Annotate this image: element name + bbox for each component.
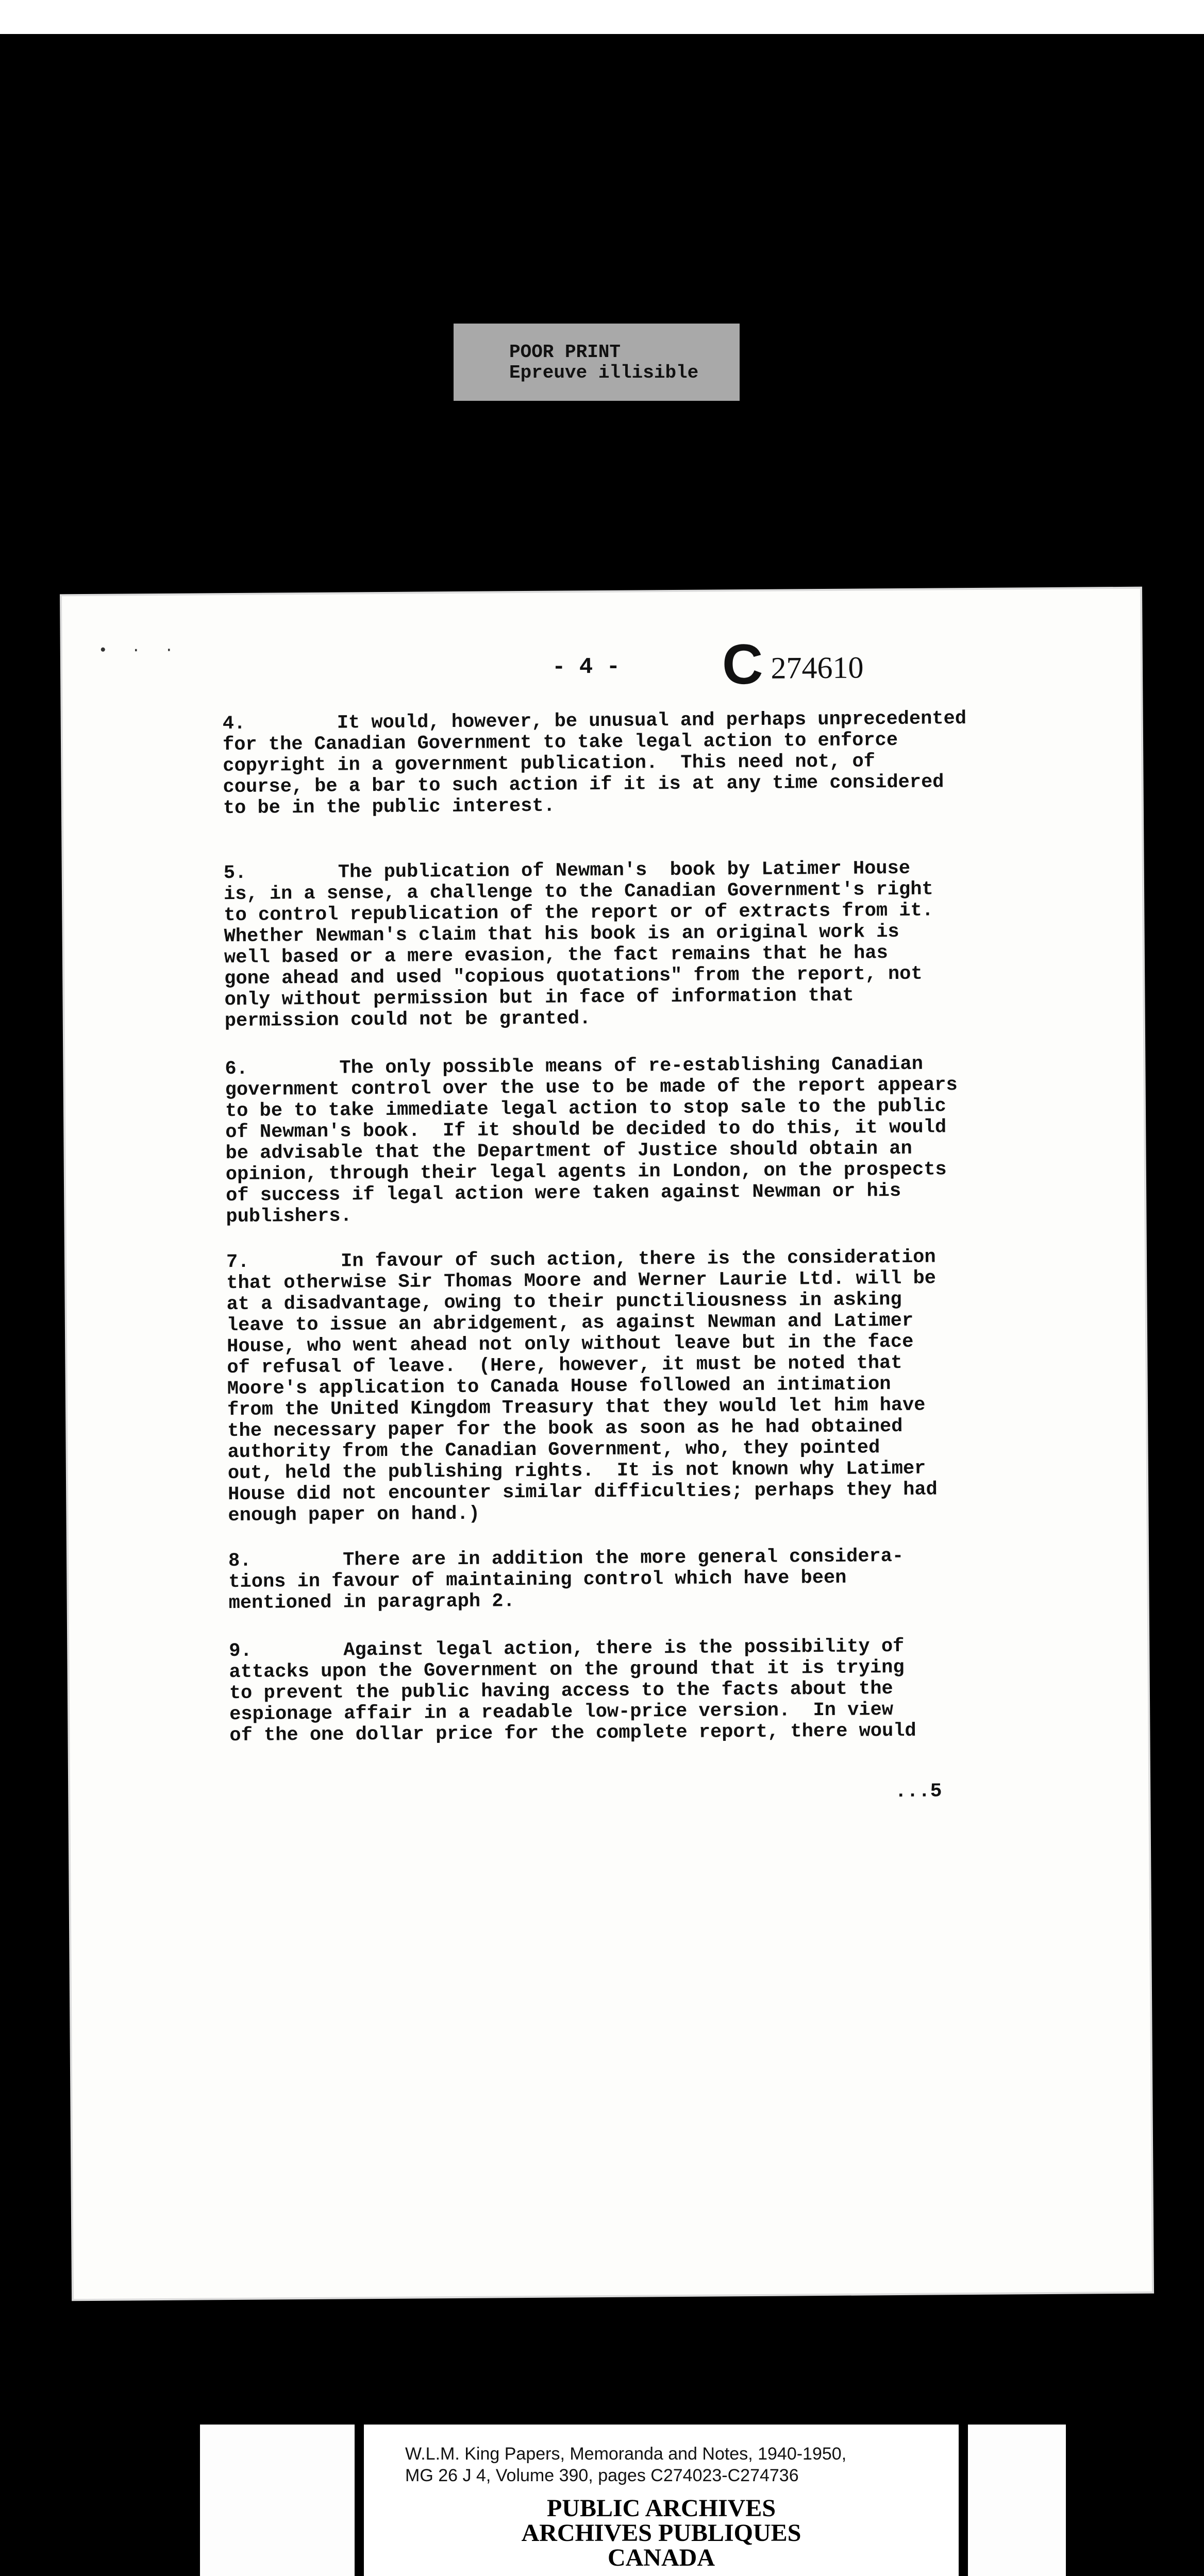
archive-label [355,2425,968,2576]
paragraph-9: 9. Against legal action, there is the possibility of attacks upon the Government on the ground that it is trying to prevent the public having access to the facts about the espionage affair in a readable low-price version. In view of the one dollar price for the complete report, there would [229,1635,916,1747]
poor-print-stamp [454,324,740,401]
document-page [62,589,1152,2299]
paper-specks: • · · [98,641,181,660]
paragraph-7: 7. In favour of such action, there is the consideration that otherwise Sir Thomas Moore and Werner Laurie Ltd. will be at a disadvantage, owing to their punctiliousness in asking leave to issue an abridgement, as against Newman and Latimer House, who went ahead not only without leave but in the face of refusal of leave. (Here, however, it must be noted that Moore's application to Canada House followed an intimation from the United Kingdom Treasury that they would let him have the necessary paper for the book as soon as he had obtained authority from the Canadian Government, who, they pointed out, held the publishing rights. It is not known why Latimer House did not encounter similar difficulties; perhaps they had enough paper on hand.) [226,1246,938,1527]
paragraph-4: 4. It would, however, be unusual and perhaps unprecedented for the Canadian Government to take legal action to enforce copyright in a government publication. This need not, of course, be a bar to such action if it is at any time considered to be in the public interest. [222,708,967,820]
source-citation-line-2: MG 26 J 4, Volume 390, pages C274023-C274736 [405,2466,799,2485]
archive-country: CANADA [608,2544,715,2571]
poor-print-label-fr: Epreuve illisible [509,362,699,383]
archive-name-french: ARCHIVES PUBLIQUES [521,2519,801,2547]
page-number: - 4 - [551,654,621,681]
film-top-edge [0,0,1204,34]
source-citation-line-1: W.L.M. King Papers, Memoranda and Notes, 1940-1950, [405,2444,847,2464]
poor-print-label: POOR PRINT [509,342,621,363]
document-id-prefix: C [722,632,763,697]
document-id [722,631,864,697]
archive-label-card [200,2425,1066,2576]
continuation-marker: ...5 [895,1780,942,1803]
document-id-number: 274610 [771,650,864,685]
paragraph-6: 6. The only possible means of re-establishing Canadian government control over the use to be made of the report appears to be to take immediate legal action to stop sale to the public of Newman's book. If it should be decided to do this, it would be advisable that the Department of Justice should obtain an opinion, through their legal agents in London, on the prospects of success if legal action were taken against Newman or his publishers. [225,1053,958,1228]
archive-name-english: PUBLIC ARCHIVES [546,2495,776,2522]
paragraph-5: 5. The publication of Newman's book by Latimer House is, in a sense, a challenge to the Canadian Government's right to control republication of the report or of extracts from it. Whether Newman's claim that his book is an original work is well based or a mere evasion, the fact remains that he has gone ahead and used "copious quotations" from the report, not only without permission but in face of information that permission could not be granted. [223,857,934,1032]
paragraph-8: 8. There are in addition the more general considera- tions in favour of maintaining control which have been mentioned in paragraph 2. [228,1545,904,1615]
